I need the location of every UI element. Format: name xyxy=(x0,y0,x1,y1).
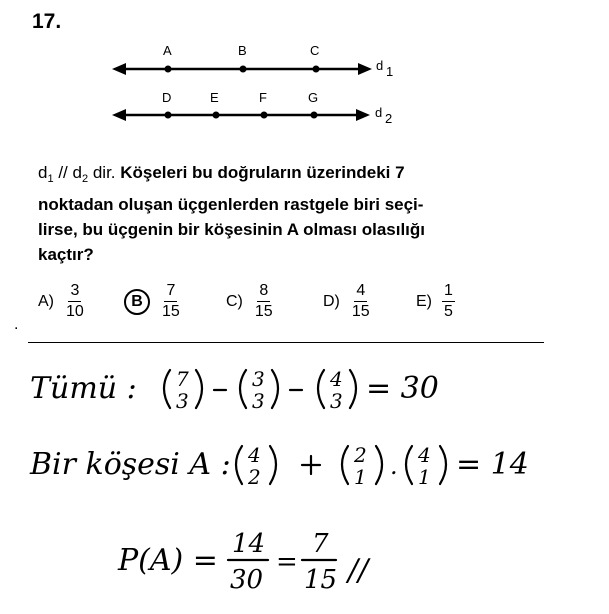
choice-D-fraction: $\frac{4}{15}$ xyxy=(351,282,370,320)
stray-dot: . xyxy=(14,316,19,333)
choice-D[interactable] xyxy=(323,282,372,321)
paren-6-open xyxy=(406,446,412,484)
point-G xyxy=(311,112,318,119)
choice-A-label: A) xyxy=(38,292,54,310)
stem-sub1: 1 xyxy=(47,173,54,185)
choice-E[interactable] xyxy=(416,282,455,321)
hw-num-14: 14 xyxy=(232,529,266,559)
paren-2-open xyxy=(240,370,246,408)
point-F xyxy=(261,112,268,119)
answer-choices xyxy=(38,282,558,332)
choice-A[interactable] xyxy=(38,282,86,321)
paren-5-close xyxy=(376,446,382,484)
paren-5-open xyxy=(342,446,348,484)
hw-binom-6-top: 4 xyxy=(418,443,431,467)
choice-D-label: D) xyxy=(323,292,340,310)
hw-binom-3-bot: 3 xyxy=(330,389,343,413)
choice-B[interactable] xyxy=(124,282,182,321)
hw-pa: P(A) = xyxy=(118,543,218,578)
parallel-lines-figure xyxy=(0,0,609,140)
hw-dot: . xyxy=(390,452,398,480)
label-d2: d xyxy=(375,105,383,120)
hw-binom-6-bot: 1 xyxy=(418,465,431,489)
hw-binom-1-bot: 3 xyxy=(176,389,189,413)
hw-result-30: = 30 xyxy=(366,371,439,406)
divider-line xyxy=(28,342,544,343)
choice-C[interactable] xyxy=(226,282,275,321)
stem-tail: dir. xyxy=(88,163,121,182)
hw-binom-2-bot: 3 xyxy=(252,389,265,413)
label-d1-sub: 1 xyxy=(386,64,394,79)
label-E: E xyxy=(210,90,219,105)
hw-label-bir-kosesi: Bir köşesi A : xyxy=(30,447,231,482)
stem-d2: d xyxy=(72,163,82,182)
label-F: F xyxy=(259,90,267,105)
label-C: C xyxy=(310,43,320,58)
hw-binom-5-bot: 1 xyxy=(354,465,367,489)
stem-line2: noktadan oluşan üçgenlerden rastgele biri seçi- xyxy=(38,195,424,214)
stem-line1-bold: Köşeleri bu doğruların üzerindeki 7 xyxy=(120,163,405,182)
hw-binom-3-top: 4 xyxy=(330,367,343,391)
hw-den-15: 15 xyxy=(304,565,338,595)
stem-parallel: // xyxy=(58,163,68,182)
hw-eq: = xyxy=(276,547,298,577)
point-A xyxy=(165,66,172,73)
paren-6-close xyxy=(440,446,446,484)
point-B xyxy=(240,66,247,73)
hw-num-7: 7 xyxy=(312,529,329,559)
choice-B-fraction: $\frac{7}{15}$ xyxy=(162,282,180,320)
stem-line3: lirse, bu üçgenin bir köşesinin A olması olasılığı xyxy=(38,220,425,239)
choice-C-label: C) xyxy=(226,292,243,310)
hw-result-14: = 14 xyxy=(456,447,529,482)
stem-d: d xyxy=(38,163,48,182)
hw-binom-5-top: 2 xyxy=(354,443,367,467)
handwritten-solution xyxy=(0,344,609,614)
paren-4-close xyxy=(270,446,276,484)
hw-den-30: 30 xyxy=(230,565,264,595)
hw-label-tumu: Tümü : xyxy=(30,371,137,406)
paren-2-close xyxy=(272,370,278,408)
question-stem xyxy=(38,160,558,267)
label-D: D xyxy=(162,90,172,105)
label-B: B xyxy=(238,43,247,58)
line-d2-left-arrow xyxy=(112,109,126,121)
label-A: A xyxy=(163,43,172,58)
hw-binom-2-top: 3 xyxy=(252,367,265,391)
label-d2-sub: 2 xyxy=(385,111,393,126)
paren-3-open xyxy=(318,370,324,408)
line-d1-left-arrow xyxy=(112,63,126,75)
choice-C-fraction: $\frac{8}{15}$ xyxy=(254,282,273,320)
label-G: G xyxy=(308,90,319,105)
choice-A-fraction: $\frac{3}{10}$ xyxy=(66,282,84,320)
hw-binom-1-top: 7 xyxy=(176,367,189,391)
question-number: 17. xyxy=(32,10,62,33)
line-d2-right-arrow xyxy=(356,109,370,121)
paren-4-open xyxy=(236,446,242,484)
hw-binom-4-top: 4 xyxy=(248,443,261,467)
paren-1-close xyxy=(196,370,202,408)
stem-line4: kaçtır? xyxy=(38,245,94,264)
choice-E-label: E) xyxy=(416,292,432,310)
choice-E-fraction: $\frac{1}{5}$ xyxy=(444,282,453,320)
paren-1-open xyxy=(164,370,170,408)
paren-3-close xyxy=(350,370,356,408)
point-D xyxy=(165,112,172,119)
hw-end-mark: // xyxy=(348,553,369,588)
choice-B-circled-label: B xyxy=(124,289,150,315)
line-d1-right-arrow xyxy=(358,63,372,75)
stem-sub2: 2 xyxy=(81,173,89,185)
label-d1: d xyxy=(376,58,384,73)
plus-sign xyxy=(302,456,320,474)
hw-binom-4-bot: 2 xyxy=(248,465,261,489)
point-C xyxy=(313,66,320,73)
point-E xyxy=(213,112,220,119)
